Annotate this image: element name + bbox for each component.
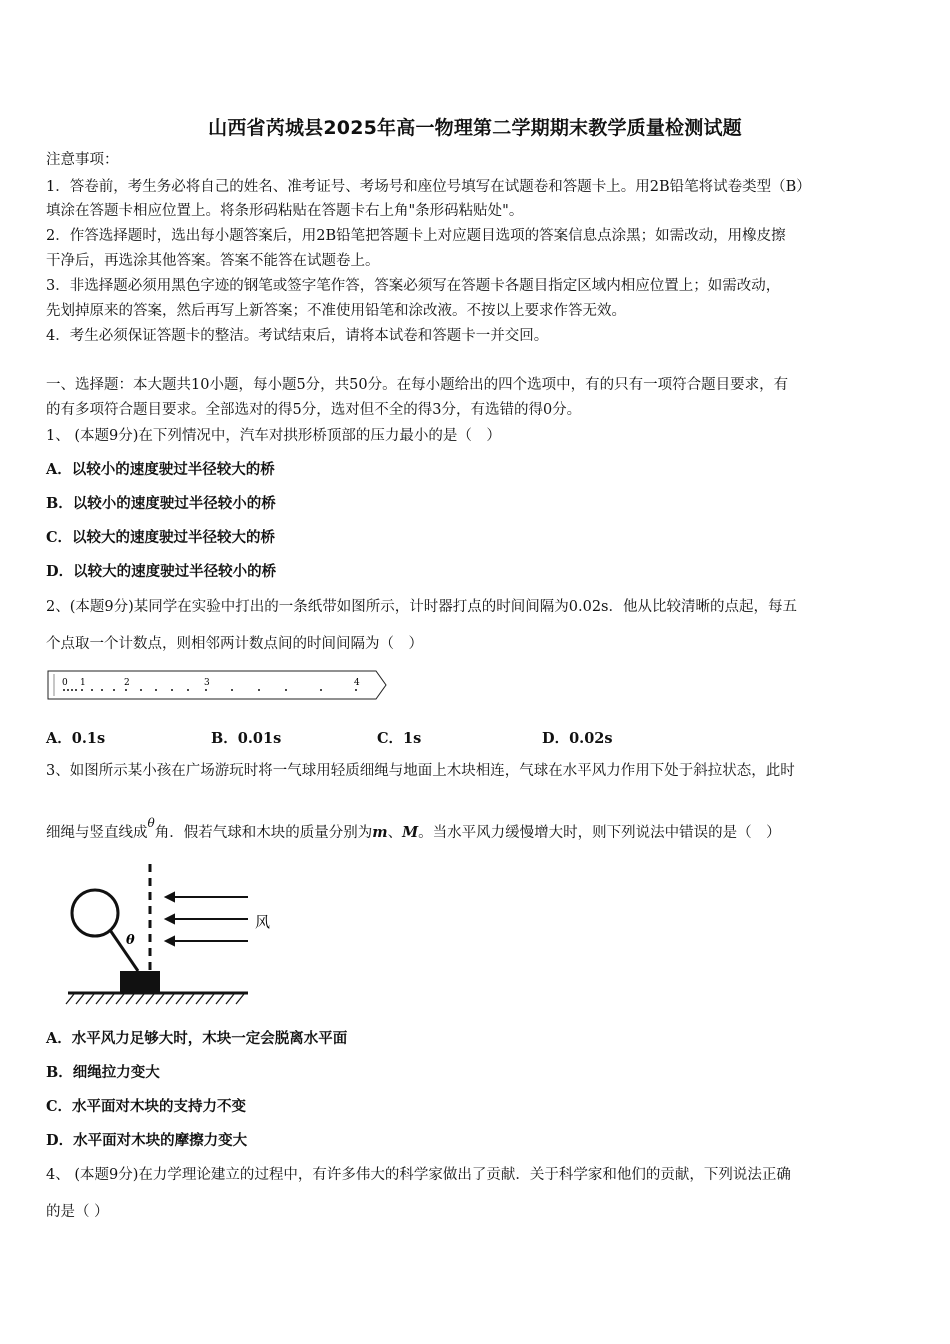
tape-label-4: 4 bbox=[354, 678, 360, 688]
q2-option-a: A．0.1s bbox=[46, 730, 106, 747]
q2-options bbox=[46, 727, 746, 747]
question-2-stem: 2、(本题9分)某同学在实验中打出的一条纸带如图所示，计时器打点的时间间隔为0.02s．他从比较清晰的点起，每五 bbox=[46, 599, 797, 615]
tape-label-3: 3 bbox=[204, 678, 210, 688]
section-intro: 一、选择题：本大题共10小题，每小题5分，共50分。在每小题给出的四个选项中，有的只有一项符合题目要求，有 bbox=[46, 377, 789, 393]
q3-option-d: D．水平面对木块的摩擦力变大 bbox=[46, 1132, 248, 1149]
tape-label-1: 1 bbox=[80, 678, 86, 688]
question-3-stem-2: 细绳与竖直线成$^\theta$角．假若气球和木块的质量分别为m、M。当水平风力缓慢增大时，则下列说法中错误的是（ ） bbox=[46, 816, 781, 841]
q2-option-d: D．0.02s bbox=[542, 730, 613, 747]
paper-tape-figure bbox=[46, 668, 391, 702]
notice-line: 填涂在答题卡相应位置上。将条形码粘贴在答题卡右上角"条形码粘贴处"。 bbox=[46, 203, 524, 219]
tape-label-0: 0 bbox=[62, 678, 68, 688]
wind-label: 风 bbox=[255, 913, 271, 931]
section-intro: 的有多项符合题目要求。全部选对的得5分，选对但不全的得3分，有选错的得0分。 bbox=[46, 402, 582, 418]
question-4-stem: 4、 (本题9分)在力学理论建立的过程中，有许多伟大的科学家做出了贡献．关于科学家和他们的贡献，下列说法正确 bbox=[46, 1167, 791, 1183]
notice-line: 2．作答选择题时，选出每小题答案后，用2B铅笔把答题卡上对应题目选项的答案信息点涂黑；如需改动，用橡皮擦 bbox=[46, 228, 786, 244]
q2-option-b: B．0.01s bbox=[211, 730, 282, 747]
question-4-stem: 的是（ ） bbox=[46, 1204, 109, 1220]
theta-symbol: θ bbox=[147, 816, 155, 830]
question-3-stem: 3、如图所示某小孩在广场游玩时将一气球用轻质细绳与地面上木块相连，气球在水平风力作用下处于斜拉状态，此时 bbox=[46, 763, 795, 779]
tape-label-2: 2 bbox=[124, 678, 130, 688]
q1-option-d: D．以较大的速度驶过半径较小的桥 bbox=[46, 563, 277, 580]
q3-option-a: A．水平风力足够大时，木块一定会脱离水平面 bbox=[46, 1030, 348, 1047]
notice-line: 先划掉原来的答案，然后再写上新答案；不准使用铅笔和涂改液。不按以上要求作答无效。 bbox=[46, 303, 626, 319]
theta-label: θ bbox=[126, 933, 135, 948]
q1-option-b: B．以较小的速度驶过半径较小的桥 bbox=[46, 495, 276, 512]
q3-option-b: B．细绳拉力变大 bbox=[46, 1064, 160, 1081]
page-title: 山西省芮城县2025年高一物理第二学期期末教学质量检测试题 bbox=[208, 117, 742, 139]
q2-option-c: C．1s bbox=[377, 730, 422, 747]
notice-line: 干净后，再选涂其他答案。答案不能答在试题卷上。 bbox=[46, 253, 380, 269]
q1-option-a: A．以较小的速度驶过半径较大的桥 bbox=[46, 461, 275, 478]
tape-dots bbox=[63, 689, 357, 691]
q1-option-c: C．以较大的速度驶过半径较大的桥 bbox=[46, 529, 276, 546]
q3-option-c: C．水平面对木块的支持力不变 bbox=[46, 1098, 247, 1115]
question-2-stem: 个点取一个计数点，则相邻两计数点间的时间间隔为（ ） bbox=[46, 636, 423, 652]
question-1-stem: 1、 (本题9分)在下列情况中，汽车对拱形桥顶部的压力最小的是（ ） bbox=[46, 428, 501, 444]
balloon-figure bbox=[60, 858, 280, 1013]
notice-heading: 注意事项： bbox=[46, 152, 119, 168]
notice-line: 4．考生必须保证答题卡的整洁。考试结束后，请将本试卷和答题卡一并交回。 bbox=[46, 328, 549, 344]
notice-line: 3．非选择题必须用黑色字迹的钢笔或签字笔作答，答案必须写在答题卡各题目指定区域内相应位置上；如需改动， bbox=[46, 278, 781, 294]
notice-line: 1．答卷前，考生务必将自己的姓名、准考证号、考场号和座位号填写在试题卷和答题卡上。用2B铅笔将试卷类型（B） bbox=[46, 179, 811, 195]
